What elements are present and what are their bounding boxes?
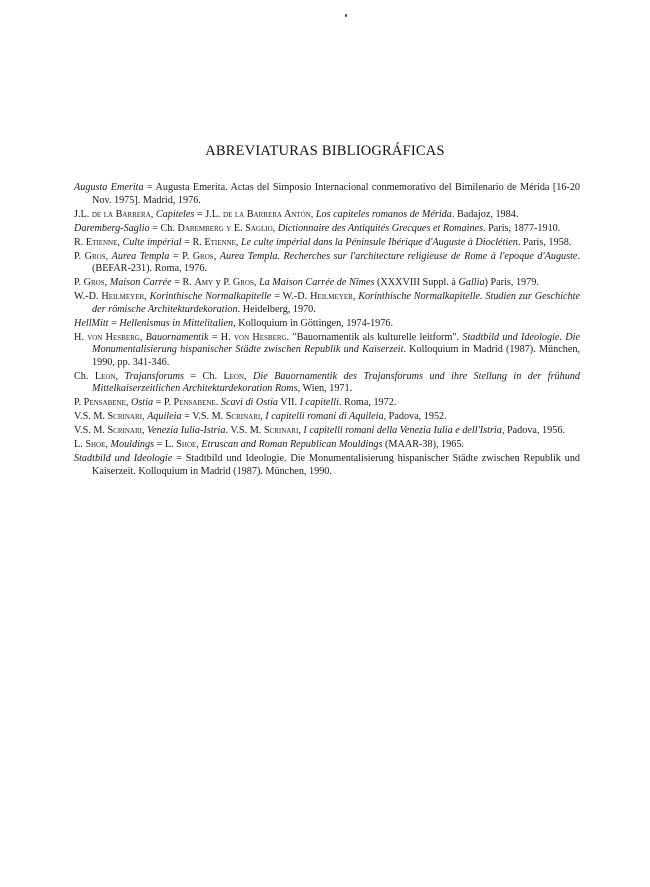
entry-text: , [253,277,259,289]
entry-author-name: Scrinari [263,425,299,437]
entry-text: J.L. [74,208,92,220]
entry-italic-text: I capitelli romani della Venezia Iulia e dell'Istria [303,425,502,437]
bibliography-entry [74,182,580,207]
entry-text: . Paris, 1877-1910. [483,222,561,234]
page-title: ABREVIATURAS BIBLIOGRÁFICAS [205,143,445,159]
entry-text: R. [74,236,86,248]
entry-author-name: Daremberg y E. Saglio [177,222,273,234]
entry-author-name: Heilmeyer [310,291,353,303]
bibliography-entry [74,277,580,290]
entry-italic-text: Le culte impérial dans la Péninsule Ibérique d'Auguste à Dioclétien [240,236,518,248]
entry-italic-text: Los capiteles romanos de Mérida [315,208,452,220]
entry-author-name: Etienne [204,236,236,248]
entry-author-name: Leon [223,370,245,382]
entry-text: . (BEFAR-231). Roma, 1976. [92,250,580,275]
entry-text: (MAAR-38), 1965. [382,439,464,451]
entry-italic-text: Aurea Templa. Recherches sur l'architecture religieuse de Rome à l'epoque d'Auguste [219,250,578,262]
entry-text: , [310,208,316,220]
entry-italic-text: Gallia [458,277,485,289]
entry-text: , [105,439,111,451]
entry-text: , [260,411,266,423]
bibliography-entry [74,453,580,478]
entry-italic-text: Daremberg-Saglio [74,222,150,234]
bibliography-entry [74,251,580,276]
entry-text: , [141,411,148,423]
entry-text: , [213,250,220,262]
entry-text: (XXXVIII Suppl. à [374,277,459,289]
entry-italic-text: Stadtbild und Ideologie. Die Monumentalisierung hispanischer Städte zwischen Republik und Kaiserzeit [92,331,580,356]
entry-italic-text: Mouldings [110,439,155,451]
entry-text: = Stadtbild und Ideologie. Die Monumentalisierung hispanischer Städte zwischen Republik und Kaiserzeit. Kolloquium in Madrid (1987). München, 1990. [92,453,581,477]
entry-text: , Kolloquium in Göttingen, 1974-1976. [233,317,394,329]
entry-italic-text: I capitelli [299,397,339,409]
entry-italic-text: Hellenismus in Mittelitalien [119,317,234,329]
bibliography-entry [74,425,580,438]
entry-text: , [150,208,156,220]
entry-text: V.S. M. [74,425,108,437]
entry-text: , [298,425,304,437]
entry-text: . Paris, 1958. [517,236,572,248]
entry-author-name: Gros [84,250,106,262]
entry-text: = V.S. M. [181,411,226,423]
entry-text: , [272,222,278,234]
entry-author-name: Scrinari [107,411,142,423]
entry-italic-text: HellMitt [74,317,109,329]
entry-text: VII. [278,397,300,409]
entry-text: , [141,425,148,437]
entry-text: . Badajoz, 1984. [451,208,519,220]
entry-text: . Roma, 1972. [338,397,397,409]
entry-text: , Padova, 1952. [383,411,447,423]
entry-text: , [196,439,202,451]
entry-text: = Augusta Emerita. Actas del Simposio Internacional conmemorativo del Bimilenario de Mérida [16-20 Nov. 1975]. Madrid, 1976. [92,182,580,206]
entry-text: , Wien, 1971. [297,383,353,395]
entry-text: = P. [153,397,174,409]
entry-text: = Ch. [149,222,178,234]
entry-text: y P. [213,277,233,289]
entry-text: , [105,250,112,262]
entry-italic-text: Die Bauornamentik des Trajansforums und ihre Stellung in der frühund Mittelkaiserzeitlichen Architekturdekoration Roms [92,370,581,395]
entry-text: , [104,277,110,289]
bibliography-entry [74,439,580,452]
entry-author-name: de la Barrera [91,208,151,220]
entry-italic-text: Culte impérial [122,236,182,248]
entry-text: = J.L. [194,208,224,220]
entry-text: . Heidelberg, 1970. [237,303,316,315]
entry-italic-text: Stadtbild und Ideologie [74,453,173,465]
entry-text: . V.S. M. [225,425,264,437]
entry-italic-text: Aurea Templa [111,250,170,262]
entry-text: , [125,397,131,409]
entry-text: = Ch. [183,370,224,382]
entry-author-name: Leon [94,370,116,382]
entry-text: ) Paris, 1979. [484,277,539,289]
entry-author-name: Heilmeyer [101,291,145,303]
bibliography-entry [74,209,580,222]
entry-text: = L. [154,439,177,451]
entry-text: W.-D. [74,291,102,303]
entry-text: , [117,236,123,248]
entry-italic-text: I capitelli romani di Aquileia [265,411,384,423]
entry-text: P. [74,250,85,262]
entry-text: . [215,397,221,409]
entry-author-name: Scrinari [225,411,261,423]
entry-italic-text: Capiteles [155,208,195,220]
entry-author-name: von Hesberg [87,331,140,343]
entry-italic-text: La Maison Carrée de Nîmes [258,277,375,289]
entry-italic-text: Trajansforums [124,370,184,382]
entry-author-name: Scrinari [107,425,142,437]
bibliography-list [74,182,580,480]
entry-author-name: Pensabene [173,397,216,409]
entry-author-name: Etienne [85,236,118,248]
entry-text: Ch. [74,370,95,382]
entry-text: L. [74,439,86,451]
bibliography-entry [74,332,580,370]
bibliography-entry [74,291,580,316]
entry-author-name: Gros [192,250,214,262]
entry-author-name: Gros [232,277,254,289]
entry-text: H. [74,331,88,343]
entry-italic-text: Korinthische Normalkapitelle [149,291,272,303]
scan-speck [345,14,347,17]
entry-italic-text: Scavi di Ostia [220,397,278,409]
bibliography-entry [74,411,580,424]
entry-italic-text: Ostia [130,397,154,409]
entry-italic-text: Maison Carrée [109,277,172,289]
entry-text: , [235,236,241,248]
entry-text: P. [74,397,84,409]
entry-text: = P. [169,250,193,262]
entry-text: . Kolloquium in Madrid (1987). München, 1990, pp. 341-346. [92,344,580,368]
entry-italic-text: Bauornamentik [145,331,209,343]
bibliography-entry [74,397,580,410]
bibliography-entry [74,371,580,396]
entry-text: , [115,370,125,382]
entry-author-name: Gros [83,277,105,289]
entry-text: = [108,317,120,329]
entry-author-name: Shoe [176,439,197,451]
entry-author-name: Shoe [85,439,106,451]
entry-text: = R. [181,236,205,248]
entry-author-name: Amy [194,277,214,289]
entry-text: , Padova, 1956. [501,425,565,437]
entry-text: = R. [171,277,195,289]
entry-italic-text: Aquileia [147,411,182,423]
entry-text: = H. [208,331,234,343]
entry-text: , [144,291,150,303]
entry-author-name: von Hesberg [233,331,287,343]
bibliography-entry [74,318,580,331]
entry-text: P. [74,277,84,289]
entry-italic-text: Augusta Emerita [74,182,144,193]
entry-italic-text: Etruscan and Roman Republican Mouldings [201,439,383,451]
bibliography-entry [74,237,580,250]
entry-text: = W.-D. [271,291,311,303]
entry-italic-text: Dictionnaire des Antiquités Grecques et Romaines [277,222,484,234]
entry-author-name: Pensabene [83,397,126,409]
entry-text: , [352,291,359,303]
entry-italic-text: Korinthische Normalkapitelle. Studien zur Geschichte der römische Architekturdekoration [92,291,581,315]
bibliography-entry [74,223,580,236]
entry-text: , [139,331,146,343]
entry-text: V.S. M. [74,411,108,423]
entry-text: , [244,370,254,382]
entry-italic-text: Venezia Iulia-Istria [147,425,226,437]
entry-text: . "Bauornamentik als kulturelle leitform". [286,331,463,343]
entry-author-name: de la Barrera Antón [223,208,311,220]
